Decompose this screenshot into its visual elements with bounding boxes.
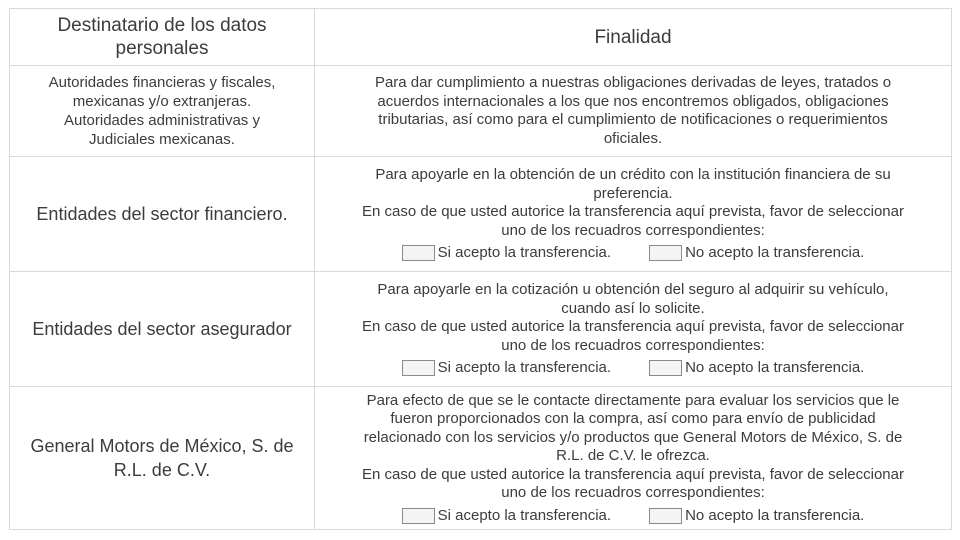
decline-checkbox[interactable] [649,245,682,261]
accept-option[interactable] [402,507,611,525]
finalidad-line: preferencia. [593,184,673,202]
decline-option[interactable] [649,244,864,262]
finalidad-line: oficiales. [603,129,663,147]
finalidad-cell [315,66,952,157]
finalidad-line: Para apoyarle en la cotización u obtención del seguro al adquirir su vehículo, [377,281,889,298]
destinatario-line: Autoridades financieras y fiscales, [48,74,276,91]
decline-label: No acepto la transferencia. [685,244,865,261]
decline-option[interactable] [649,507,864,525]
header-destinatario: Destinatario de los datos personales [10,9,315,66]
decline-checkbox[interactable] [649,360,682,376]
table-row [10,66,952,157]
destinatario-cell [10,272,315,387]
transfer-consent-table [9,8,952,530]
accept-checkbox[interactable] [402,245,435,261]
finalidad-line: En caso de que usted autorice la transferencia aquí prevista, favor de seleccionar [362,203,904,220]
finalidad-line: R.L. de C.V. le ofrezca. [556,447,710,464]
destinatario-line: R.L. de C.V. [113,460,211,480]
decline-option[interactable] [649,359,864,377]
accept-checkbox[interactable] [402,508,435,524]
accept-label: Si acepto la transferencia. [437,244,612,261]
destinatario-cell [10,66,315,157]
finalidad-line: Para dar cumplimiento a nuestras obligaciones derivadas de leyes, tratados o [374,74,892,91]
accept-label: Si acepto la transferencia. [437,506,612,524]
finalidad-line: acuerdos internacionales a los que nos encontremos obligados, obligaciones [377,92,889,110]
finalidad-line: Para apoyarle en la obtención de un crédito con la institución financiera de su [375,166,891,183]
table-row [10,157,952,272]
decline-label: No acepto la transferencia. [685,506,865,524]
finalidad-line: uno de los recuadros correspondientes: [501,336,765,354]
destinatario-line: Judiciales mexicanas. [89,131,235,148]
accept-option[interactable] [402,244,611,262]
accept-option[interactable] [402,359,611,377]
destinatario-line: Autoridades administrativas y [64,112,260,129]
finalidad-line: tributarias, así como para el cumplimiento de notificaciones o requerimientos [378,111,888,128]
finalidad-line: cuando así lo solicite. [561,299,705,317]
table-row [10,387,952,530]
finalidad-cell [315,157,952,272]
accept-label: Si acepto la transferencia. [437,359,612,376]
header-row [10,9,952,66]
finalidad-line: uno de los recuadros correspondientes: [501,221,765,239]
finalidad-line: relacionado con los servicios y/o productos que General Motors de México, S. de [363,428,903,446]
decline-checkbox[interactable] [649,508,682,524]
table-row [10,272,952,387]
accept-checkbox[interactable] [402,360,435,376]
destinatario-line: Entidades del sector asegurador [32,319,292,339]
destinatario-line: Entidades del sector financiero. [36,204,288,224]
finalidad-cell [315,272,952,387]
decline-label: No acepto la transferencia. [685,359,865,376]
consent-options [323,507,943,525]
destinatario-line: General Motors de México, S. de [30,436,294,456]
finalidad-line: En caso de que usted autorice la transferencia aquí prevista, favor de seleccionar [362,465,904,483]
finalidad-line: uno de los recuadros correspondientes: [501,484,765,501]
consent-options [323,359,943,377]
destinatario-cell [10,387,315,530]
destinatario-line: mexicanas y/o extranjeras. [72,93,252,110]
finalidad-cell [315,387,952,530]
header-finalidad: Finalidad [315,9,952,66]
consent-options [323,244,943,262]
finalidad-line: fueron proporcionados con la compra, así como para envío de publicidad [390,410,876,427]
finalidad-line: En caso de que usted autorice la transferencia aquí prevista, favor de seleccionar [362,318,904,335]
destinatario-cell [10,157,315,272]
finalidad-line: Para efecto de que se le contacte directamente para evaluar los servicios que le [366,391,900,409]
